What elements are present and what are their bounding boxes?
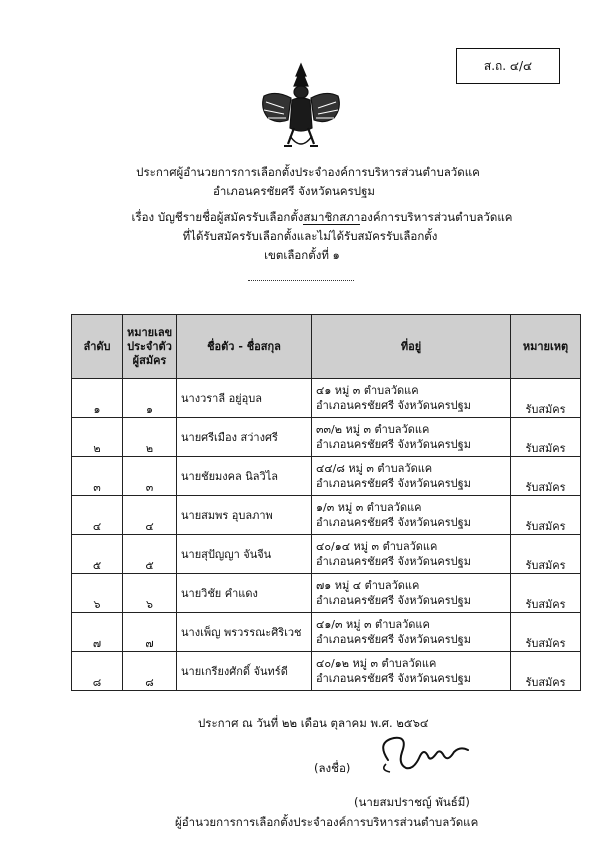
signer-role: ผู้อำนวยการการเลือกตั้งประจำองค์การบริหารส่วนตำบลวัดแค <box>175 815 479 829</box>
address-line-1: ๑/๓ หมู่ ๓ ตำบลวัดแค <box>316 501 422 514</box>
candidate-number <box>123 652 177 691</box>
address-line-2: อำเภอนครชัยศรี จังหวัดนครปฐม <box>316 555 471 568</box>
candidate-address <box>312 652 511 691</box>
candidate-name-text: นางวราลี อยู่อุบล <box>181 391 262 405</box>
address-line-2: อำเภอนครชัยศรี จังหวัดนครปฐม <box>316 633 471 646</box>
candidate-address <box>312 574 511 613</box>
header-id-line2: ประจำตัว <box>127 339 172 353</box>
signer-name: (นายสมปราชญ์ พันธ์มี) <box>354 795 470 809</box>
header-address: ที่อยู่ <box>312 315 511 379</box>
candidate-name-text: นายเกรียงศักดิ์ จันทร์ดี <box>181 664 288 678</box>
candidate-number <box>123 535 177 574</box>
candidate-note <box>511 535 581 574</box>
candidate-note-text: รับสมัคร <box>525 403 566 416</box>
form-code-box <box>456 48 560 84</box>
address-line-1: ๔๑/๓ หมู่ ๓ ตำบลวัดแค <box>316 618 430 631</box>
candidate-address <box>312 379 511 418</box>
candidate-note <box>511 574 581 613</box>
candidate-note-text: รับสมัคร <box>525 559 566 572</box>
candidate-name <box>177 574 312 613</box>
candidate-address <box>312 496 511 535</box>
row-number <box>72 457 123 496</box>
address-line-2: อำเภอนครชัยศรี จังหวัดนครปฐม <box>316 438 471 451</box>
row-number-text: ๑ <box>93 403 101 416</box>
table-row <box>72 379 581 418</box>
address-line-1: ๗๑ หมู่ ๔ ตำบลวัดแค <box>316 579 420 592</box>
address-line-2: อำเภอนครชัยศรี จังหวัดนครปฐม <box>316 399 471 412</box>
candidate-number-text: ๔ <box>145 520 154 533</box>
candidate-number <box>123 574 177 613</box>
header-name: ชื่อตัว - ชื่อสกุล <box>177 315 312 379</box>
table-row <box>72 613 581 652</box>
table-row <box>72 535 581 574</box>
candidate-note-text: รับสมัคร <box>525 442 566 455</box>
header-location-line: อำเภอนครชัยศรี จังหวัดนครปฐม <box>212 184 375 198</box>
candidate-name-text: นายชัยมงคล นิลวิไล <box>181 469 278 483</box>
table-row <box>72 418 581 457</box>
candidate-note-text: รับสมัคร <box>525 637 566 650</box>
row-number <box>72 574 123 613</box>
candidate-name <box>177 613 312 652</box>
candidate-name-text: นางเพ็ญ พรวรรณะศิริเวช <box>181 625 302 639</box>
candidate-name <box>177 379 312 418</box>
row-number-text: ๖ <box>93 598 101 611</box>
candidate-note <box>511 496 581 535</box>
header-district-line: เขตเลือกตั้งที่ ๑ <box>264 248 340 262</box>
candidate-name <box>177 457 312 496</box>
address-line-2: อำเภอนครชัยศรี จังหวัดนครปฐม <box>316 477 471 490</box>
row-number <box>72 418 123 457</box>
header-subject-line <box>22 208 600 227</box>
row-number <box>72 535 123 574</box>
address-line-2: อำเภอนครชัยศรี จังหวัดนครปฐม <box>316 672 471 685</box>
signature-mark <box>368 730 498 790</box>
candidate-address <box>312 535 511 574</box>
candidate-name-text: นายสุปัญญา จันจีน <box>181 547 272 561</box>
table-row <box>72 574 581 613</box>
sign-label: (ลงชื่อ) <box>314 761 351 775</box>
candidate-note-text: รับสมัคร <box>525 676 566 689</box>
candidate-number <box>123 418 177 457</box>
header-id <box>123 315 177 379</box>
candidate-number-text: ๑ <box>146 403 153 416</box>
table-row <box>72 457 581 496</box>
candidate-number-text: ๗ <box>145 637 154 650</box>
subject-prefix: เรื่อง บัญชีรายชื่อผู้สมัครรับเลือกตั้ง <box>131 210 304 224</box>
candidate-table <box>71 314 581 691</box>
candidate-name <box>177 652 312 691</box>
candidate-number-text: ๓ <box>145 481 154 494</box>
header-id-line3: ผู้สมัคร <box>132 353 167 367</box>
table-row <box>72 496 581 535</box>
candidate-address <box>312 418 511 457</box>
candidate-note <box>511 418 581 457</box>
address-line-1: ๔๐/๑๔ หมู่ ๓ ตำบลวัดแค <box>316 540 438 553</box>
address-line-1: ๔๔/๘ หมู่ ๓ ตำบลวัดแค <box>316 462 433 475</box>
row-number <box>72 379 123 418</box>
address-line-1: ๓๓/๒ หมู่ ๓ ตำบลวัดแค <box>316 423 430 436</box>
table-header-row <box>72 315 581 379</box>
candidate-name-text: นายวิชัย คำแดง <box>181 586 258 600</box>
form-code-text: ส.ถ. ๔/๔ <box>483 58 533 73</box>
candidate-note <box>511 652 581 691</box>
header-title-line: ประกาศผู้อำนวยการการเลือกตั้งประจำองค์การบริหารส่วนตำบลวัดแค <box>136 165 480 179</box>
row-number-text: ๕ <box>92 559 102 572</box>
candidate-note <box>511 613 581 652</box>
candidate-number-text: ๕ <box>145 559 154 572</box>
candidate-note <box>511 457 581 496</box>
row-number-text: ๔ <box>92 520 102 533</box>
candidate-name-text: นายสมพร อุบลภาพ <box>181 508 273 522</box>
header-note: หมายเหตุ <box>511 315 581 379</box>
candidate-name <box>177 535 312 574</box>
candidate-number <box>123 496 177 535</box>
candidate-number-text: ๖ <box>146 598 153 611</box>
header-no: ลำดับ <box>72 315 123 379</box>
address-line-2: อำเภอนครชัยศรี จังหวัดนครปฐม <box>316 594 471 607</box>
candidate-number-text: ๘ <box>145 676 154 689</box>
address-line-1: ๔๐/๑๒ หมู่ ๓ ตำบลวัดแค <box>316 657 437 670</box>
candidate-address <box>312 457 511 496</box>
header-scope-line: ที่ได้รับสมัครรับเลือกตั้งและไม่ได้รับสมัครรับเลือกตั้ง <box>182 229 438 243</box>
header-divider <box>248 280 354 281</box>
candidate-number <box>123 613 177 652</box>
address-line-2: อำเภอนครชัยศรี จังหวัดนครปฐม <box>316 516 471 529</box>
row-number-text: ๘ <box>92 676 102 689</box>
row-number <box>72 613 123 652</box>
candidate-name <box>177 496 312 535</box>
row-number-text: ๒ <box>93 442 101 455</box>
candidate-name <box>177 418 312 457</box>
candidate-note-text: รับสมัคร <box>525 598 566 611</box>
address-line-1: ๔๑ หมู่ ๓ ตำบลวัดแค <box>316 384 419 397</box>
candidate-number-text: ๒ <box>145 442 154 455</box>
row-number-text: ๓ <box>93 481 101 494</box>
candidate-note-text: รับสมัคร <box>525 481 566 494</box>
candidate-name-text: นายศรีเมือง สว่างศรี <box>181 430 278 444</box>
candidate-note <box>511 379 581 418</box>
row-number-text: ๗ <box>92 637 102 650</box>
row-number <box>72 496 123 535</box>
candidate-number <box>123 379 177 418</box>
garuda-emblem-icon <box>258 62 344 154</box>
header-id-line1: หมายเลข <box>127 325 173 339</box>
row-number <box>72 652 123 691</box>
announcement-date: ประกาศ ณ วันที่ ๒๒ เดือน ตุลาคม พ.ศ. ๒๕๖๔ <box>198 716 429 730</box>
table-row <box>72 652 581 691</box>
candidate-note-text: รับสมัคร <box>525 520 566 533</box>
candidate-number <box>123 457 177 496</box>
candidate-address <box>312 613 511 652</box>
subject-underlined: สมาชิกสภา <box>303 210 361 224</box>
subject-suffix: องค์การบริหารส่วนตำบลวัดแค <box>360 210 513 224</box>
